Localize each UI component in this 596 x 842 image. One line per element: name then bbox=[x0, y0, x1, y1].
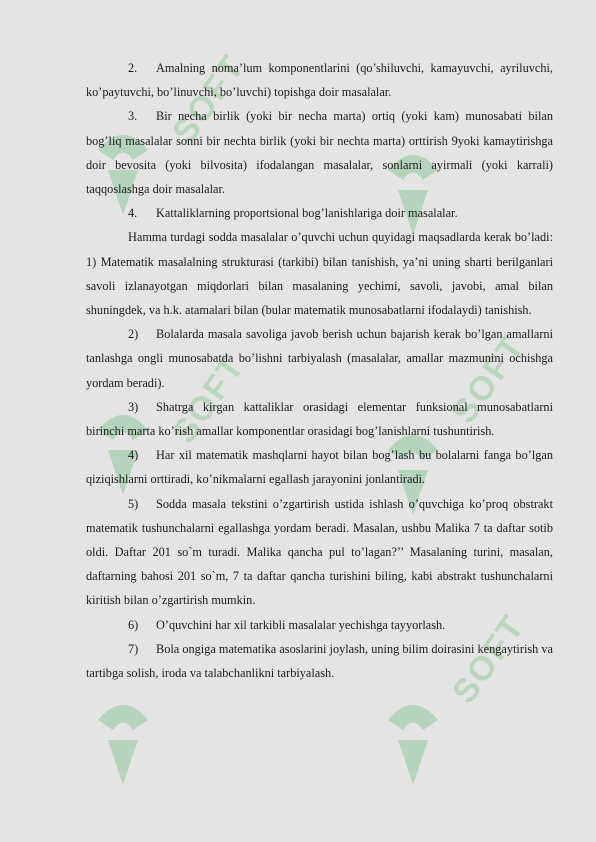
list-item bbox=[86, 201, 553, 225]
item-number: 7) bbox=[128, 641, 139, 656]
watermark-logo bbox=[78, 690, 168, 790]
item-number: 2. bbox=[128, 61, 138, 75]
item-text: Har xil matematik mashqlarni hayot bilan bog’lash bu bolalarni fanga bo’lgan qiziqishlarni orttiradi, ko’nikmalarni egallash jarayonini jonlantiradi. bbox=[86, 448, 553, 487]
item-number: 3) bbox=[128, 399, 139, 414]
item-number: 6) bbox=[128, 617, 139, 632]
watermark-text: SOFT bbox=[165, 47, 253, 151]
item-text: Bolalarda masala savoliga javob berish uchun bajarish kerak bo’lgan amallarni tanlashga ongli munosabatda bo’lishni tarbiyalash (masalalar, amallar mazmunini ochishga yordam beradi). bbox=[86, 327, 553, 390]
list-item bbox=[86, 613, 553, 637]
watermark-text: SOFT bbox=[445, 327, 533, 431]
item-text: Shatrga kirgan kattaliklar orasidagi elementar funksional munosabatlarni birinchi marta ko’rish amallar komponentlar orasidagi bog’lanishlarni tushuntirish. bbox=[86, 399, 553, 439]
list-item bbox=[86, 104, 553, 201]
item-text: Bir necha birlik (yoki bir necha marta) ortiq (yoki kam) munosabati bilan bog’liq masalalar sonni bir nechta birlik (yoki bir nechta marta) orttirish 9yoki kamaytirishga doir bevosita (yoki bilvosita) ifodalangan masalalar, sonlarni ayirmali (yoki karrali) taqqoslashga doir masalalar. bbox=[86, 109, 553, 197]
list-item bbox=[86, 492, 553, 613]
paragraph-text: Hamma turdagi sodda masalalar o’quvchi uchun quyidagi maqsadlarda kerak bo’ladi: 1) Matematik masalalning strukturasi (tarkibi) bilan tanishish, ya’ni uning sharti berilganlari savoli izlanayotgan miqdorlari bilan masalaning yechimi, savoli, javobi, amal bilan shuningdek, va h.k. atamalari bilan (bular matematik munosabatlarni ifodalaydi) tanishish. bbox=[86, 230, 553, 318]
item-number: 4. bbox=[128, 206, 138, 221]
list-item bbox=[86, 443, 553, 491]
item-number: 5) bbox=[128, 496, 139, 511]
document-body bbox=[86, 56, 553, 685]
item-text: Amalning noma’lum komponentlarini (qo’shiluvchi, kamayuvchi, ayriluvchi, ko’paytuvchi, bo’linuvchi, bo’luvchi) topishga doir masalalar. bbox=[86, 61, 553, 100]
paragraph bbox=[86, 225, 553, 322]
item-text: Kattaliklarning proportsional bog’lanishlariga doir masalalar. bbox=[156, 206, 458, 221]
item-text: O’quvchini har xil tarkibli masalalar yechishga tayyorlash. bbox=[156, 617, 446, 632]
list-item bbox=[86, 395, 553, 443]
watermark-logo bbox=[368, 690, 458, 790]
watermark-text: SOFT bbox=[165, 347, 253, 451]
item-number: 2) bbox=[128, 327, 139, 342]
list-item bbox=[86, 637, 553, 685]
list-item bbox=[86, 56, 553, 104]
item-text: Sodda masala tekstini o’zgartirish ustida ishlash o’quvchiga ko’proq obstrakt matematik tushunchalarni egallashga yordam beradi. Masalan, ushbu Malika 7 ta daftar sotib oldi. Daftar 201 so`m turadi. Malika qancha pul to’lagan?’’ Masalaning turini, masalan, daftarning bahosi 201 so`m, 7 ta daftar qancha turishini biling, kabi abstrakt tushunchalarni kiritish bilan o’zgartirish mumkin. bbox=[86, 496, 553, 608]
list-item bbox=[86, 322, 553, 395]
item-number: 4) bbox=[128, 448, 139, 463]
watermark-text: SOFT bbox=[445, 607, 533, 711]
item-text: Bola ongiga matematika asoslarini joylash, uning bilim doirasini kengaytirish va tartibga solish, iroda va talabchanlikni tarbiyalash. bbox=[86, 641, 553, 681]
item-number: 3. bbox=[128, 109, 138, 124]
